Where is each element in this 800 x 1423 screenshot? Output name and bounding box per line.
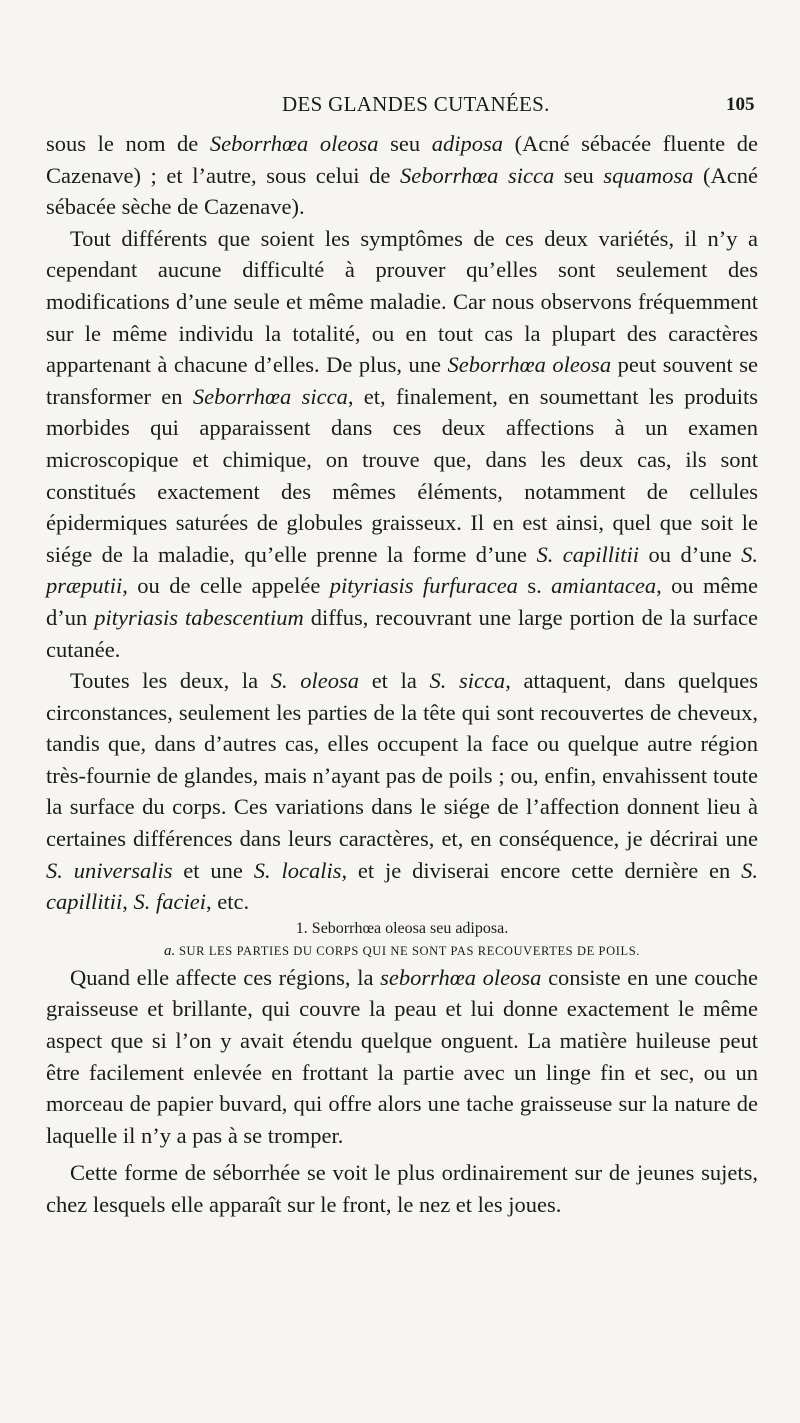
subsection-letter: a. — [164, 942, 176, 959]
paragraph-2: Tout différents que soient les symptômes de ces deux variétés, il n’y a cependant aucune difficulté à prouver qu’elles sont seulement des modifications d’une seule et même maladie. Car nous observons fréquemment sur le même individu la totalité, ou en tout cas la plupart des caractères appartenant à chacune d’elles. De plus, une Seborrhœa oleosa peut souvent se transformer en Seborrhœa sicca, et, finalement, en soumettant les produits morbides qui apparaissent dans ces deux affections à un examen microscopique et chimique, on trouve que, dans les deux cas, ils sont constitués exactement des mêmes éléments, notamment de cellules épidermiques saturées de globules graisseux. Il en est ainsi, quel que soit le siége de la maladie, qu’elle prenne la forme d’une S. capillitii ou d’une S. præputii, ou de celle appelée pityriasis furfuracea s. amiantacea, ou même d’un pityriasis tabescentium diffus, recouvrant une large portion de la surface cutanée. — [46, 225, 759, 662]
section-heading: 1. Seborrhœa oleosa seu adiposa. — [295, 919, 509, 937]
page-header — [0, 92, 800, 122]
running-title: DES GLANDES CUTANÉES. — [282, 92, 550, 116]
paragraph-4: Quand elle affecte ces régions, la seborrhœa oleosa consiste en une couche graisseuse et brillante, qui couvre la peau et lui donne exactement le même aspect que si l’on y avait étendu quelque onguent. La matière huileuse peut être facilement enlevée en frottant la partie avec un linge fin et sec, ou un morceau de papier buvard, qui offre alors une tache graisseuse sur la nature de laquelle il n’y a pas à se tromper. — [46, 964, 758, 1148]
paragraph-3: Toutes les deux, la S. oleosa et la S. sicca, attaquent, dans quelques circonstances, seulement les parties de la tête qui sont recouvertes de cheveux, tandis que, dans d’autres cas, elles occupent la face ou quelque autre région très-fournie de glandes, mais n’ayant pas de poils ; ou, enfin, envahissent toute la surface du corps. Ces variations dans le siége de l’affection donnent lieu à certaines différences dans leurs caractères, et, en conséquence, je décrirai une S. universalis et une S. localis, et je diviserai encore cette dernière en S. capillitii, S. faciei, etc. — [46, 668, 759, 915]
paragraph-1: sous le nom de Seborrhœa oleosa seu adiposa (Acné sébacée fluente de Cazenave) ; et l’autre, sous celui de Seborrhœa sicca seu squamosa (Acné sébacée sèche de Cazenave). — [46, 131, 759, 220]
paragraph-5: Cette forme de séborrhée se voit le plus ordinairement sur de jeunes sujets, chez lesquels elle apparaît sur le front, le nez et les joues. — [46, 1160, 758, 1217]
body-text — [46, 128, 758, 1221]
page-number: 105 — [726, 94, 755, 115]
subsection-heading: a. SUR LES PARTIES DU CORPS QUI NE SONT PAS RECOUVERTES DE POILS. — [164, 942, 640, 959]
